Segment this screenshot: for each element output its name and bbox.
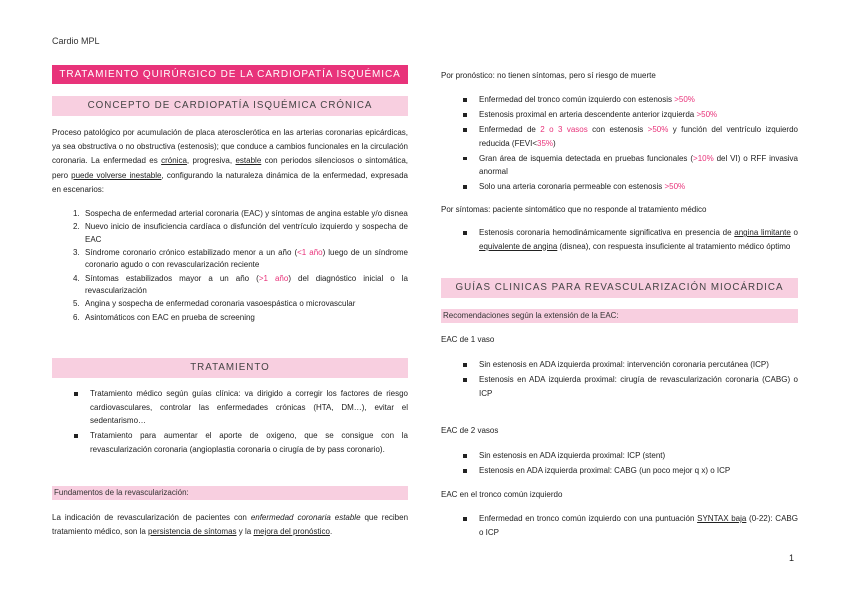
recommendations-heading: Recomendaciones según la extensión de la EAC: [441, 309, 798, 323]
prognostic-intro: Por pronóstico: no tienen síntomas, pero sí riesgo de muerte [441, 71, 656, 80]
list-item: Sin estenosis en ADA izquierda proximal: intervención coronaria percutánea (ICP) [441, 358, 798, 372]
bullet-icon [463, 454, 467, 458]
page-number: 1 [788, 553, 794, 563]
guides-heading: GUÍAS CLINICAS PARA REVASCULARIZACIÓN MIOCÁRDICA [441, 278, 798, 298]
bullet-icon [463, 517, 467, 521]
bullet-icon [74, 434, 78, 438]
eac1-list [441, 358, 798, 402]
bullet-icon [463, 157, 467, 161]
list-item: 4. Síntomas estabilizados mayor a un año (>1 año) del diagnóstico inicial o la revascularización [73, 273, 409, 295]
list-item: Estenosis en ADA izquierda proximal: CABG (un poco mejor q x) o ICP [441, 464, 798, 478]
list-item: Estenosis en ADA izquierda proximal: cirugía de revascularización coronaria (CABG) o ICP [441, 373, 798, 400]
bullet-icon [463, 98, 467, 102]
list-item: Enfermedad del tronco común izquierdo con estenosis >50% [441, 93, 798, 107]
treatment-list [52, 387, 408, 458]
list-item: Sin estenosis en ADA izquierda proximal: ICP (stent) [441, 449, 798, 463]
main-title-banner: TRATAMIENTO QUIRÚRGICO DE LA CARDIOPATÍA ISQUÉMICA [52, 65, 408, 84]
eac1-heading: EAC de 1 vaso [441, 335, 495, 344]
list-item: Tratamiento médico según guías clínica: va dirigido a corregir los factores de riesgo cardiovasculares, controlar las enfermedades crónicas (HTA, DM…), evitar el sedentarismo… [52, 387, 408, 428]
bullet-icon [463, 185, 467, 189]
list-item: Solo una arteria coronaria permeable con estenosis >50% [441, 180, 798, 194]
bullet-icon [463, 469, 467, 473]
list-item: 6. Asintomáticos con EAC en prueba de screening [73, 312, 255, 322]
prognostic-list [441, 93, 798, 195]
bullet-icon [463, 231, 467, 235]
tronco-list [441, 512, 798, 541]
eac2-heading: EAC de 2 vasos [441, 426, 499, 435]
list-item: 2. Nuevo inicio de insuficiencia cardíaca o disfunción del ventrículo izquierdo y sospecha de EAC [73, 222, 408, 244]
list-item: Estenosis coronaria hemodinámicamente significativa en presencia de angina limitante o equivalente de angina (disnea), con respuesta insuficiente al tratamiento médico óptimo [441, 226, 798, 253]
list-item: Enfermedad en tronco común izquierdo con una puntuación SYNTAX baja (0-22): CABG o ICP [441, 512, 798, 539]
document-header: Cardio MPL [52, 36, 100, 46]
list-item: 1. Sospecha de enfermedad arterial coronaria (EAC) y síntomas de angina estable y/o disnea [73, 209, 408, 218]
eac2-list [441, 449, 798, 479]
fundamentos-paragraph: La indicación de revascularización de pacientes con enfermedad coronaria estable que reciben tratamiento médico, son la persistencia de síntomas y la mejora del pronóstico. [52, 513, 409, 536]
list-item: Estenosis proximal en arteria descendente anterior izquierda >50% [441, 108, 798, 122]
concept-paragraph: Proceso patológico por acumulación de placa aterosclerótica en las arterias coronarias epicárdicas, ya sea obstructiva o no obstructiva (estenosis); que conduce a cambios funcionales en la circulación coronaria. La enfermedad es crónica, progresiva, estable con periodos silenciosos o sintomática, pero puede volverse inestable, configurando la naturaleza dinámica de la enfermedad, expresada en escenarios: [52, 128, 409, 194]
tronco-heading: EAC en el tronco común izquierdo [441, 490, 563, 499]
treatment-heading: TRATAMIENTO [52, 358, 408, 378]
list-item: 3. Síndrome coronario crónico estabilizado menor a un año (<1 año) luego de un síndrome coronario agudo o con revascularización reciente [73, 247, 408, 270]
fundamentos-heading: Fundamentos de la revascularización: [52, 486, 408, 500]
list-item: 5. Angina y sospecha de enfermedad coronaria vasoespástica o microvascular [73, 299, 356, 309]
bullet-icon [74, 392, 78, 396]
bullet-icon [463, 378, 467, 382]
list-item: Tratamiento para aumentar el aporte de oxigeno, que se consigue con la revascularización coronaria (angioplastia coronaria o cirugía de by pass coronario). [52, 429, 408, 456]
bullet-icon [463, 113, 467, 117]
symptom-list [441, 226, 798, 255]
list-item: Enfermedad de 2 o 3 vasos con estenosis >50% y función del ventrículo izquierdo reducida (FEVI<35%) [441, 123, 798, 150]
concept-heading: CONCEPTO DE CARDIOPATÍA ISQUÉMICA CRÓNICA [52, 96, 408, 116]
bullet-icon [463, 363, 467, 367]
bullet-icon [463, 128, 467, 132]
symptom-intro: Por síntomas: paciente sintomático que no responde al tratamiento médico [441, 205, 707, 214]
scenario-list [52, 208, 408, 325]
list-item: Gran área de isquemia detectada en pruebas funcionales (>10% del VI) o RFF invasiva anormal [441, 152, 798, 179]
